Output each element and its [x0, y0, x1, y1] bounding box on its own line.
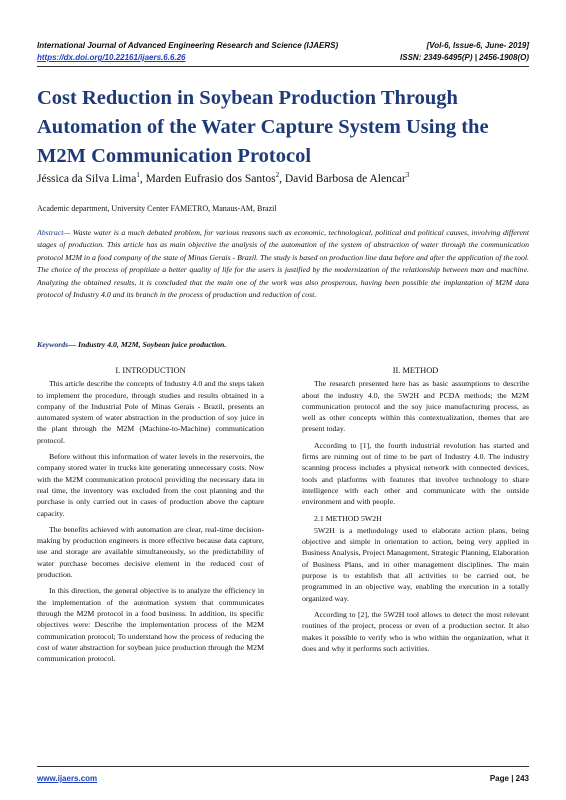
page-number: Page | 243	[489, 774, 529, 783]
author-2: Marden Eufrasio dos Santos	[145, 172, 276, 185]
author-list: Jéssica da Silva Lima$^1$, Marden Eufrasio dos Santos$^2$, David Barbosa de Alencar$^3$	[37, 171, 410, 185]
paragraph: According to [2], the 5W2H tool allows to detect the most relevant routines of the project, process or even of a production sector. It also makes it possible to verify who is who within the organization, what it does and why it performs such activities.	[302, 609, 529, 653]
section-heading-method: II. METHOD	[392, 366, 439, 375]
abstract	[37, 227, 529, 301]
paragraph: The benefits achieved with automation are clear, real-time decision-making by production engineers is more effective because data capture, use and storage are available simultaneously, so the predictability of water purchase becomes decisive element in the reduced cost of production.	[37, 524, 264, 580]
keywords	[37, 340, 226, 349]
keywords-text: — Industry 4.0, M2M, Soybean juice production.	[68, 340, 227, 349]
paragraph: The research presented here has as basic assumptions to describe about the industry 4.0, the 5W2H and PCDA methods; the M2M communication protocol and the soy juice manufacturing process, as well as other concepts within this contextualization, themes that are present today.	[302, 379, 529, 434]
author-1-sup: 1	[136, 171, 140, 179]
right-column	[302, 365, 529, 659]
affiliation: Academic department, University Center FAMETRO, Manaus-AM, Brazil	[37, 204, 277, 213]
left-column	[37, 365, 264, 669]
keywords-label: Keywords	[37, 340, 69, 349]
paragraph: 5W2H is a methodology used to elaborate action plans, being objective and simple in orientation to action, being very applied in Business Analysis, Project Management, Strategic Planning, Elaboration of Business Plans, and in other management disciplines. The main purpose is to establish that all activities to be carried out, be programmed in an objective way, enabling the execution in a totally organized way.	[302, 525, 529, 603]
abstract-text: — Waste water is a much debated problem, for various reasons such as economic, technological, political and political causes, involving different stages of production. This article has as main objective the analysis of the automation of the system of abstraction of water through the communication protocol M2M in a food company of the state of Minas Gerais - Brazil. The study is based on production line data before and after the application of the tool. The choice of the process of propitiate a better quality of life for the users is justified by the modernization of the relationship between man and machine. Analyzing the obtained results, it is concluded that the main one of the work was also prosperous, having been possible the implantation of M2M data protocol of Industry 4.0 and its branch in the process of production and reduction of cost.	[37, 228, 529, 300]
author-3-sup: 3	[405, 171, 410, 179]
doi-link[interactable]: https://dx.doi.org/10.22161/ijaers.6.6.26	[37, 53, 186, 62]
website-link[interactable]: www.ijaers.com	[37, 774, 98, 783]
paragraph: According to [1], the fourth industrial revolution has started and firms are running out of time to be part of Industry 4.0. The industry scanning process includes a physical network with connected devices, tools and platforms with features that involve technology to share intelligence with each other and communicate with the outside environment and with people.	[302, 440, 529, 507]
paper-title: Cost Reduction in Soybean Production Through Automation of the Water Capture System Using the M2M Communication Protocol	[37, 87, 489, 167]
abstract-label: Abstract	[37, 228, 64, 237]
subsection-heading-5w2h: 2.1 METHOD 5W2H	[314, 513, 382, 523]
paragraph: This article describe the concepts of Industry 4.0 and the steps taken to implement the procedure, through studies and results obtained in a company of the Industrial Pole of Minas Gerais - Brazil, presents an automated system of water abstraction in the production of soy juice in the plant through the M2M (Machine-to-Machine) communication protocol.	[37, 379, 264, 445]
paragraph: Before without this information of water levels in the reservoirs, the company stored water in trucks kite generating unnecessary costs. Now with the M2M communication protocol providing the necessary data in real time, the inventory was excluded from the cost planning and the purchase is only carried out in cases of production above the capture capacity.	[37, 452, 264, 518]
header-divider	[37, 66, 529, 67]
paragraph: In this direction, the general objective is to analyze the efficiency in the implementation of the automation system that communicates through the M2M protocol in a food business. In addition, its specific objectives were: Describe the implementation process of the M2M communication protocol; To understand how the process of reducing the cost of water abstraction for soybean juice production through the M2M communication protocol.	[37, 586, 264, 664]
volume-info: [Vol-6, Issue-6, June- 2019]	[426, 41, 529, 50]
footer-divider	[37, 766, 529, 767]
issn-info: ISSN: 2349-6495(P) | 2456-1908(O)	[400, 53, 529, 62]
author-3: David Barbosa de Alencar	[284, 172, 406, 185]
author-1: Jéssica da Silva Lima	[37, 172, 137, 185]
journal-name: International Journal of Advanced Engineering Research and Science (IJAERS)	[37, 41, 339, 50]
section-heading-introduction: I. INTRODUCTION	[115, 366, 186, 375]
author-2-sup: 2	[275, 171, 280, 179]
